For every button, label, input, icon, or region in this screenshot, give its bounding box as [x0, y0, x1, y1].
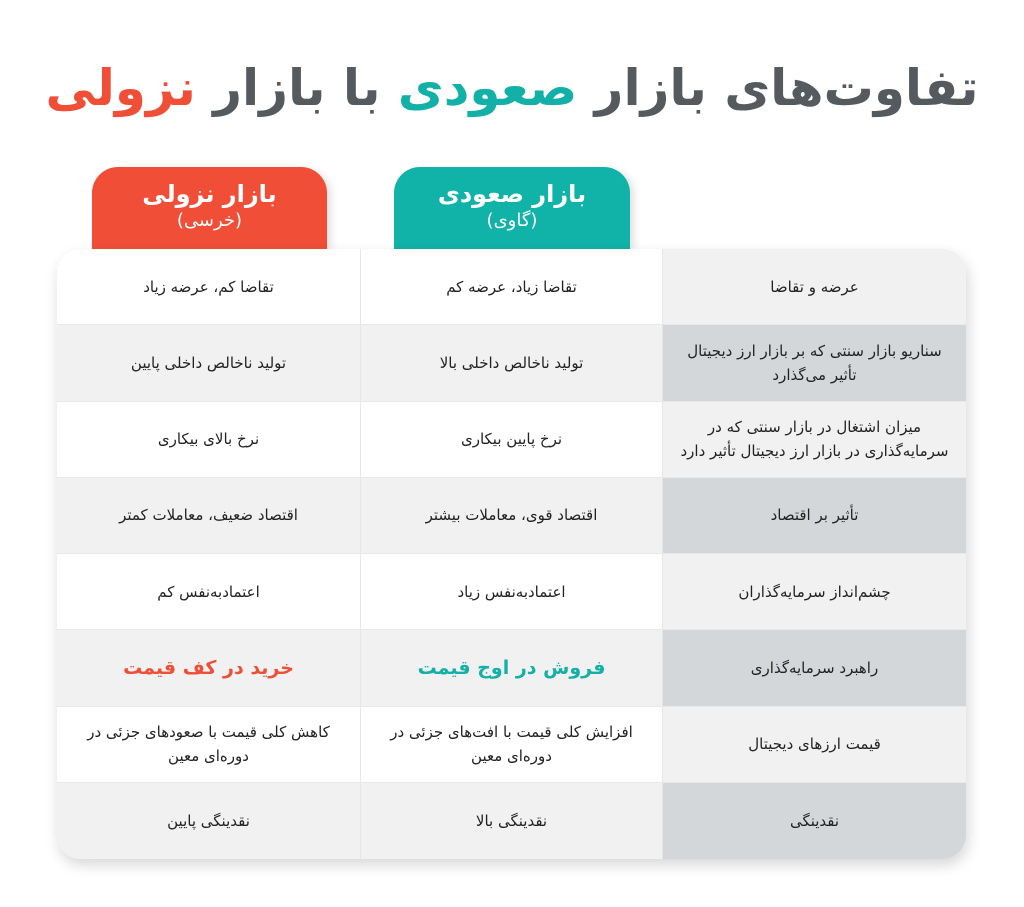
bear-cell: نرخ بالای بیکاری — [57, 402, 360, 477]
title-part-1: تفاوت‌های بازار — [577, 59, 979, 117]
title-bull-word: صعودی — [397, 59, 578, 117]
row-label: نقدینگی — [663, 783, 966, 859]
bear-market-header — [92, 167, 327, 249]
table-row — [57, 478, 966, 554]
bull-header-subtitle: (گاوی) — [486, 210, 538, 231]
bull-header-title: بازار صعودی — [437, 180, 587, 208]
bear-cell: کاهش کلی قیمت با صعودهای جزئی در دوره‌ای معین — [57, 707, 360, 782]
row-label: چشم‌انداز سرمایه‌گذاران — [663, 554, 966, 629]
bull-cell: تولید ناخالص داخلی بالا — [360, 325, 663, 400]
table-row — [57, 249, 966, 325]
row-label: عرضه و تقاضا — [663, 249, 966, 324]
table-row — [57, 402, 966, 478]
row-label: میزان اشتغال در بازار سنتی که در سرمایه‌گذاری در بازار ارز دیجیتال تأثیر دارد — [663, 402, 966, 477]
bull-cell: اعتمادبه‌نفس زیاد — [360, 554, 663, 629]
title-bear-word: نزولی — [45, 59, 196, 117]
row-label: سناریو بازار سنتی که بر بازار ارز دیجیتال تأثیر می‌گذارد — [663, 325, 966, 400]
row-label: تأثیر بر اقتصاد — [663, 478, 966, 553]
bull-cell: تقاضا زیاد، عرضه کم — [360, 249, 663, 324]
bull-cell: افزایش کلی قیمت با افت‌های جزئی در دوره‌ای معین — [360, 707, 663, 782]
page-title — [0, 48, 1024, 128]
bull-cell: نقدینگی بالا — [360, 783, 663, 859]
bear-cell-highlight: خرید در کف قیمت — [57, 630, 360, 705]
table-row — [57, 630, 966, 706]
bear-cell: اقتصاد ضعیف، معاملات کمتر — [57, 478, 360, 553]
table-row — [57, 554, 966, 630]
table-row — [57, 325, 966, 401]
row-label: قیمت ارزهای دیجیتال — [663, 707, 966, 782]
bear-cell: تقاضا کم، عرضه زیاد — [57, 249, 360, 324]
table-row — [57, 707, 966, 783]
bear-header-title: بازار نزولی — [142, 180, 277, 208]
comparison-table — [57, 249, 966, 859]
bull-cell-highlight: فروش در اوج قیمت — [360, 630, 663, 705]
bear-cell: اعتمادبه‌نفس کم — [57, 554, 360, 629]
title-part-2: با بازار — [195, 59, 398, 117]
bull-market-header — [394, 167, 630, 249]
bear-header-subtitle: (خرسی) — [176, 210, 243, 231]
bull-cell: اقتصاد قوی، معاملات بیشتر — [360, 478, 663, 553]
row-label: راهبرد سرمایه‌گذاری — [663, 630, 966, 705]
bull-cell: نرخ پایین بیکاری — [360, 402, 663, 477]
bear-cell: نقدینگی پایین — [57, 783, 360, 859]
table-row — [57, 783, 966, 859]
bear-cell: تولید ناخالص داخلی پایین — [57, 325, 360, 400]
